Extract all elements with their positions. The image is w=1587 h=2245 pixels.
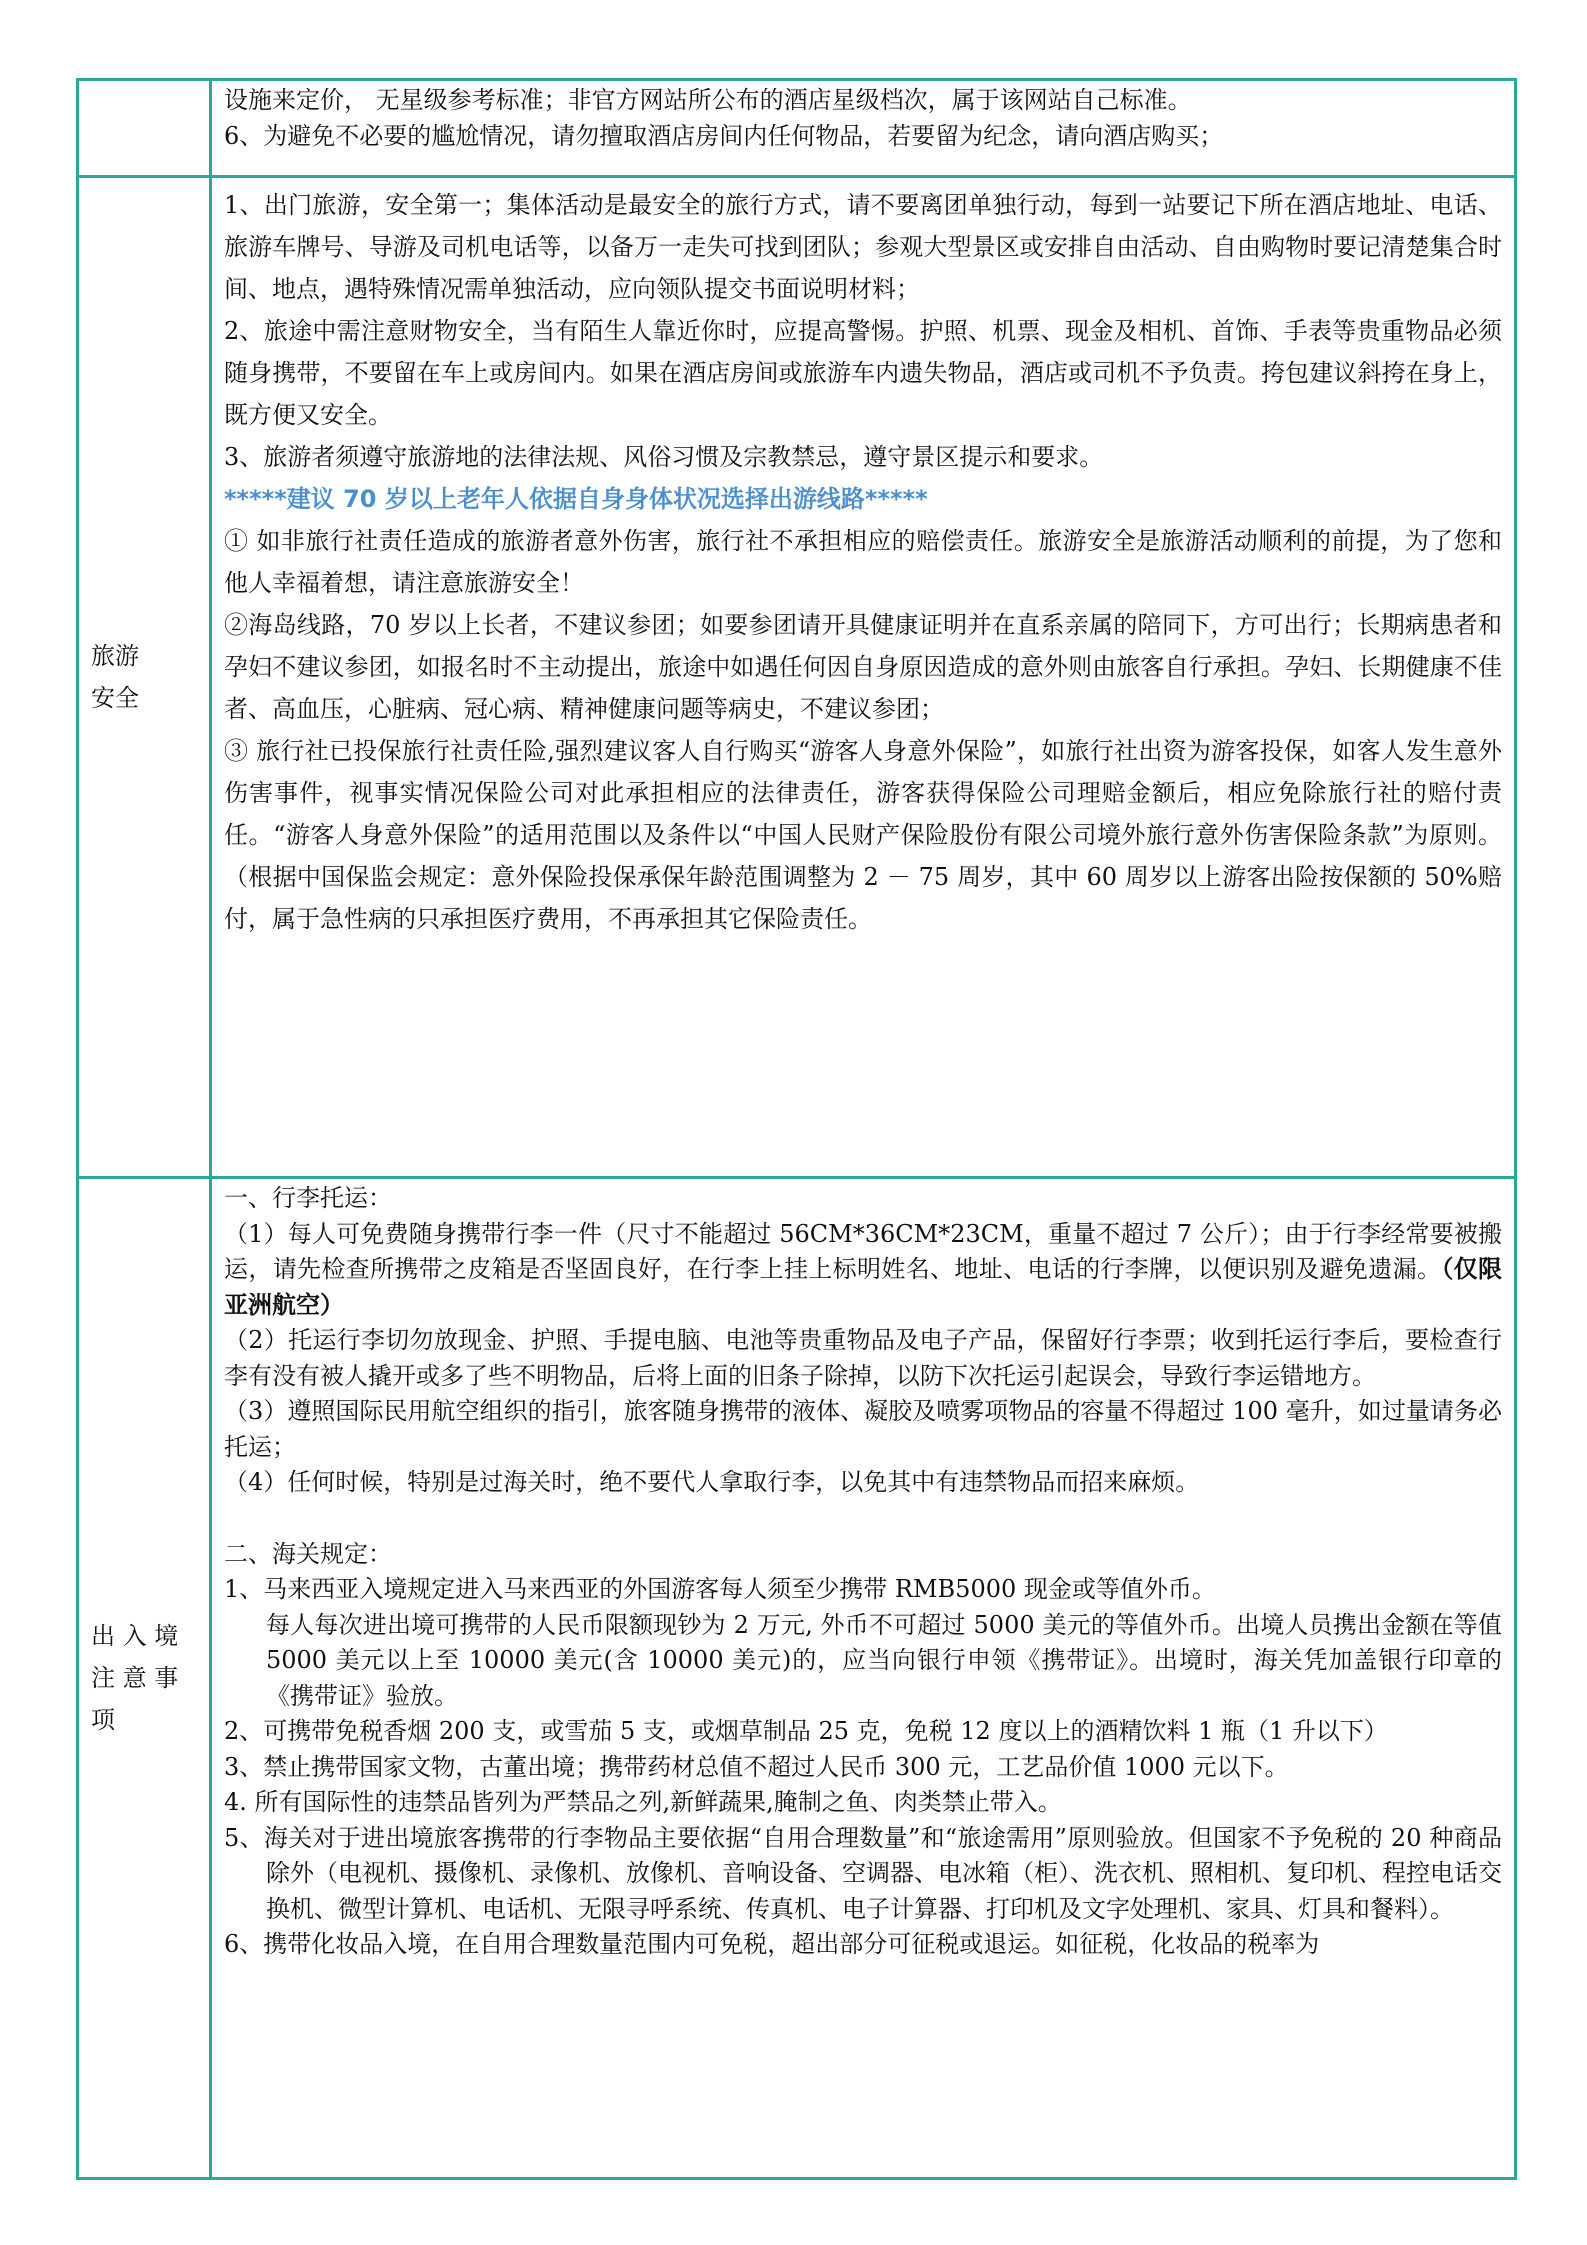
paragraph: 6、为避免不必要的尴尬情况，请勿擅取酒店房间内任何物品，若要留为纪念，请向酒店购买； (224, 121, 1224, 150)
paragraph: （3）遵照国际民用航空组织的指引，旅客随身携带的液体、凝胶及喷雾项物品的容量不得超过 100 毫升，如过量请务必托运； (224, 1397, 1502, 1461)
luggage-rule-1: （1）每人可免费随身携带行李一件（尺寸不能超过 56CM*36CM*23CM，重量不超过 7 公斤）；由于行李经常要被搬运，请先检查所携带之皮箱是否坚固良好，在行李上挂上标明姓名、地址、电话的行李牌，以便识别及避免遗漏。 (224, 1219, 1502, 1283)
paragraph: 4. 所有国际性的违禁品皆列为严禁品之列,新鲜蔬果,腌制之鱼、肉类禁止带入。 (224, 1788, 1062, 1816)
label-line: 出 入 境 (91, 1622, 179, 1650)
label-line: 项 (91, 1706, 115, 1734)
paragraph: 设施来定价， 无星级参考标准；非官方网站所公布的酒店星级档次，属于该网站自己标准。 (224, 86, 1192, 114)
table-row-hotel-cont (78, 80, 1516, 177)
blank-line (224, 1501, 1502, 1537)
row-content-travel-safety (211, 177, 1516, 1178)
section-title: 一、行李托运： (224, 1184, 392, 1212)
table-row-travel-safety (78, 177, 1516, 1178)
row-label-empty (78, 80, 211, 177)
paragraph (224, 1217, 1502, 1324)
paragraph: 1、出门旅游，安全第一；集体活动是最安全的旅行方式，请不要离团单独行动，每到一站要记下所在酒店地址、电话、旅游车牌号、导游及司机电话等，以备万一走失可找到团队；参观大型景区或安排自由活动、自由购物时要记清楚集合时间、地点，遇特殊情况需单独活动，应向领队提交书面说明材料； (224, 191, 1502, 303)
paragraph: （4）任何时候，特别是过海关时，绝不要代人拿取行李，以免其中有违禁物品而招来麻烦。 (224, 1468, 1200, 1496)
paragraph: 3、旅游者须遵守旅游地的法律法规、风俗习惯及宗教禁忌，遵守景区提示和要求。 (224, 443, 1104, 471)
table-row-entry-exit (78, 1178, 1516, 2179)
airline-note: （仅限亚洲航空） (224, 1255, 1503, 1319)
section-title: 二、海关规定： (224, 1539, 392, 1568)
paragraph: 2、可携带免税香烟 200 支，或雪茄 5 支，或烟草制品 25 克，免税 12 度以上的酒精饮料 1 瓶（1 升以下） (224, 1717, 1388, 1745)
row-label-entry-exit (78, 1178, 211, 2179)
paragraph: （2）托运行李切勿放现金、护照、手提电脑、电池等贵重物品及电子产品，保留好行李票；收到托运行李后，要检查行李有没有被人撬开或多了些不明物品，后将上面的旧条子除掉，以防下次托运引起误会，导致行李运错地方。 (224, 1326, 1502, 1390)
paragraph: 2、旅途中需注意财物安全，当有陌生人靠近你时，应提高警惕。护照、机票、现金及相机、首饰、手表等贵重物品必须随身携带，不要留在车上或房间内。如果在酒店房间或旅游车内遗失物品，酒店或司机不予负责。挎包建议斜挎在身上，既方便又安全。 (224, 317, 1502, 429)
paragraph: ②海岛线路，70 岁以上长者，不建议参团；如要参团请开具健康证明并在直系亲属的陪同下，方可出行；长期病患者和孕妇不建议参团，如报名时不主动提出，旅途中如遇任何因自身原因造成的意外则由旅客自行承担。孕妇、长期健康不佳者、高血压，心脏病、冠心病、精神健康问题等病史，不建议参团； (224, 611, 1502, 723)
row-content-entry-exit (211, 1178, 1516, 2179)
label-line: 旅游 (91, 642, 139, 670)
elderly-advisory: *****建议 70 岁以上老年人依据自身身体状况选择出游线路***** (224, 485, 928, 513)
paragraph: 6、携带化妆品入境，在自用合理数量范围内可免税，超出部分可征税或退运。如征税，化妆品的税率为 (224, 1930, 1320, 1958)
row-label-travel-safety (78, 177, 211, 1178)
paragraph: 3、禁止携带国家文物，古董出境；携带药材总值不超过人民币 300 元，工艺品价值 1000 元以下。 (224, 1752, 1289, 1781)
row-content-hotel (211, 80, 1516, 177)
paragraph: ③ 旅行社已投保旅行社责任险,强烈建议客人自行购买“游客人身意外保险”，如旅行社出资为游客投保，如客人发生意外伤害事件，视事实情况保险公司对此承担相应的法律责任，游客获得保险公司理赔金额后，相应免除旅行社的赔付责任。“游客人身意外保险”的适用范围以及条件以“中国人民财产保险股份有限公司境外旅行意外伤害保险条款”为原则。（根据中国保监会规定：意外保险投保承保年龄范围调整为 2 － 75 周岁，其中 60 周岁以上游客出险按保额的 50%赔付，属于急性病的只承担医疗费用，不再承担其它保险责任。 (224, 737, 1502, 933)
paragraph: 每人每次进出境可携带的人民币限额现钞为 2 万元, 外币不可超过 5000 美元的等值外币。出境人员携出金额在等值 5000 美元以上至 10000 美元(含 10000 美元)的，应当向银行申领《携带证》。出境时，海关凭加盖银行印章的《携带证》验放。 (266, 1610, 1502, 1710)
paragraph: 1、马来西亚入境规定进入马来西亚的外国游客每人须至少携带 RMB5000 现金或等值外币。 (224, 1575, 1216, 1603)
label-line: 安全 (91, 684, 139, 712)
paragraph: 5、海关对于进出境旅客携带的行李物品主要依据“自用合理数量”和“旅途需用”原则验放。但国家不予免税的 20 种商品除外（电视机、摄像机、录像机、放像机、音响设备、空调器、电冰箱（柜）、洗衣机、照相机、复印机、程控电话交换机、微型计算机、电话机、无限寻呼系统、传真机、电子计算器、打印机及文字处理机、家具、灯具和餐料）。 (224, 1823, 1502, 1923)
label-line: 注 意 事 (91, 1664, 179, 1692)
paragraph: ① 如非旅行社责任造成的旅游者意外伤害，旅行社不承担相应的赔偿责任。旅游安全是旅游活动顺利的前提，为了您和他人幸福着想，请注意旅游安全！ (224, 527, 1502, 597)
notice-table (76, 78, 1517, 2180)
